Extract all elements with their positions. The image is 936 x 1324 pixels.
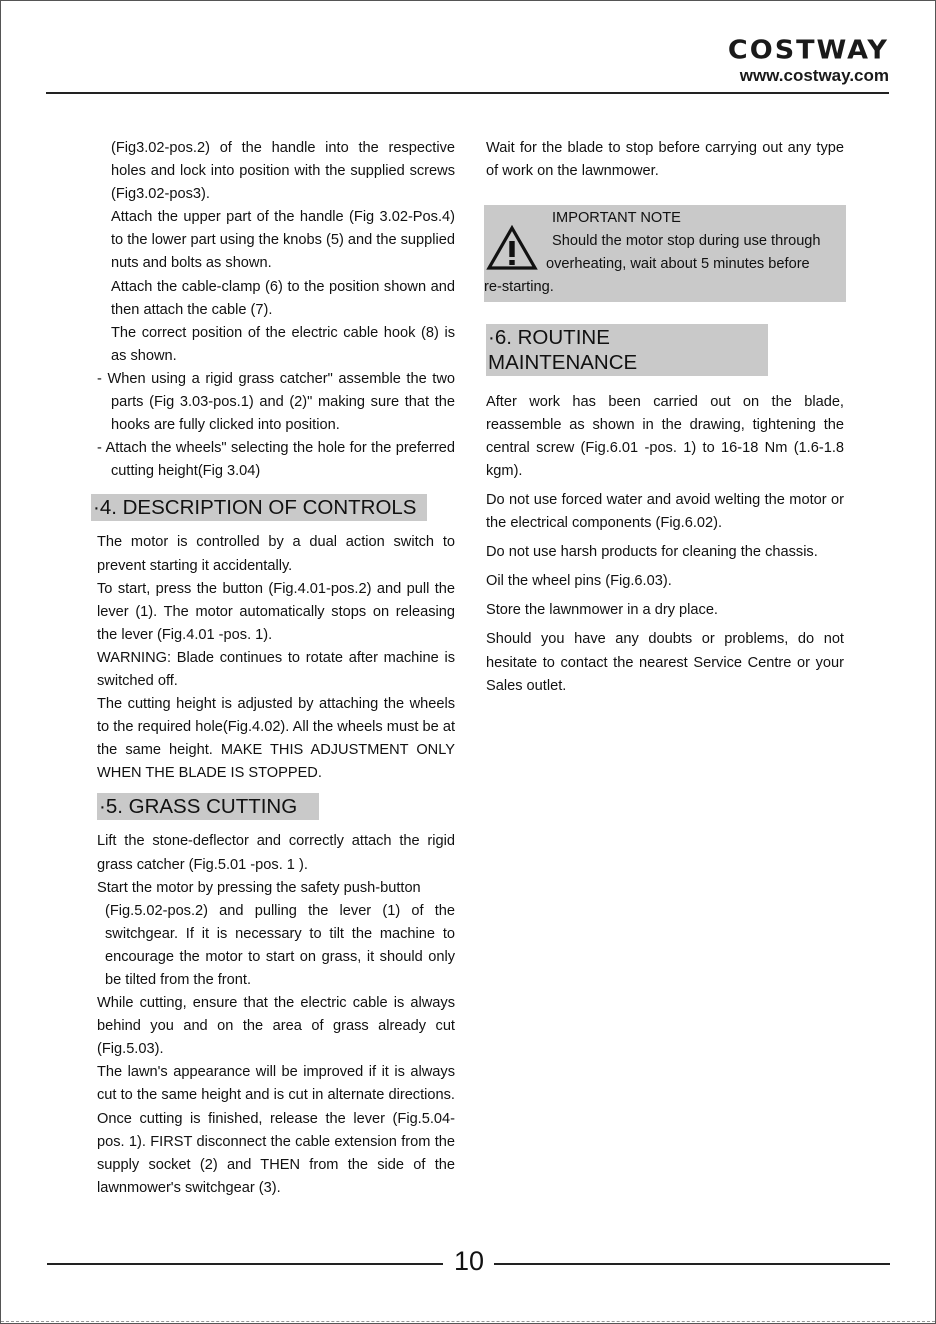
paragraph: Lift the stone-deflector and correctly attach the rigid grass catcher (Fig.5.01 -pos. 1 ). (97, 833, 455, 873)
note-line: overheating, wait about 5 minutes before (546, 256, 810, 273)
note-line: re-starting. (484, 279, 554, 296)
bullet-item: - Attach the wheels" selecting the hole for the preferred cutting height(Fig 3.04) (97, 440, 455, 480)
section-title-grass-cutting: ·5. GRASS CUTTING (97, 793, 319, 820)
paragraph: Do not use harsh products for cleaning the chassis. (486, 544, 818, 561)
paragraph: Do not use forced water and avoid welting the motor or the electrical components (Fig.6.02). (486, 491, 844, 532)
brand-logo: COSTWAY (727, 35, 889, 66)
paragraph: Should you have any doubts or problems, do not hesitate to contact the nearest Service Centre or your Sales outlet. (486, 631, 844, 694)
warning-paragraph: WARNING: Blade continues to rotate after machine is switched off. (97, 649, 455, 689)
brand-url: www.costway.com (739, 66, 889, 85)
intro-paragraph: The correct position of the electric cable hook (8) is as shown. (111, 324, 455, 364)
page-number: 10 (453, 1246, 485, 1276)
paragraph: The cutting height is adjusted by attaching the wheels to the required hole(Fig.4.02). All the wheels must be at the same height. MAKE THIS ADJUSTMENT ONLY WHEN THE BLADE IS STOPPED. (97, 696, 455, 782)
important-note-box (484, 205, 846, 301)
page-edge (1, 1321, 935, 1323)
intro-paragraph: Attach the cable-clamp (6) to the position shown and then attach the cable (7). (111, 278, 455, 318)
footer-divider-right (494, 1263, 890, 1265)
paragraph: Store the lawnmower in a dry place. (486, 602, 718, 619)
paragraph: The motor is controlled by a dual action switch to prevent starting it accidentally. (97, 534, 455, 574)
paragraph: While cutting, ensure that the electric cable is always behind you and on the area of grass already cut (Fig.5.03). (97, 995, 455, 1058)
section-title-controls: ·4. DESCRIPTION OF CONTROLS (91, 494, 427, 521)
paragraph: Wait for the blade to stop before carrying out any type of work on the lawnmower. (486, 140, 844, 180)
intro-paragraph: (Fig3.02-pos.2) of the handle into the respective holes and lock into position with the supplied screws (Fig3.02-pos3). (111, 140, 455, 203)
paragraph: After work has been carried out on the blade, reassemble as shown in the drawing, tightening the central screw (Fig.6.01 -pos. 1) to 16-18 Nm (1.6-1.8 kgm). (486, 393, 844, 479)
paragraph: The lawn's appearance will be improved if it is always cut to the same height and is cut in alternate directions. Once cutting is finished, release the lever (Fig.5.04- pos. 1). FIRST disconnect the cable extension from the supply socket (2) and THEN from the side of the lawnmower's switchgear (3). (97, 1064, 455, 1196)
brand-header (728, 37, 889, 86)
bullet-item: - When using a rigid grass catcher" assemble the two parts (Fig 3.03-pos.1) and (2)" making sure that the hooks are fully clicked into position. (97, 370, 455, 434)
note-title: IMPORTANT NOTE (552, 210, 681, 227)
note-line: Should the motor stop during use through (552, 233, 821, 250)
footer-divider-left (47, 1263, 443, 1265)
intro-paragraph: Attach the upper part of the handle (Fig 3.02-Pos.4) to the lower part using the knobs (5) and the supplied nuts and bolts as shown. (111, 209, 455, 272)
header-divider (46, 92, 889, 94)
warning-triangle-icon (486, 225, 538, 271)
paragraph: To start, press the button (Fig.4.01-pos.2) and pull the lever (1). The motor automatically stops on releasing the lever (Fig.4.01 -pos. 1). (97, 580, 455, 643)
right-column (486, 137, 844, 698)
left-column (93, 137, 455, 1200)
paragraph: Oil the wheel pins (Fig.6.03). (486, 573, 672, 590)
paragraph: Start the motor by pressing the safety push-button (97, 879, 421, 896)
paragraph-continued: (Fig.5.02-pos.2) and pulling the lever (1) of the switchgear. If it is necessary to tilt the machine to encourage the motor to start on grass, it should only be tilted from the front. (105, 902, 455, 988)
section-title-maintenance: ·6. ROUTINE MAINTENANCE (486, 324, 768, 376)
